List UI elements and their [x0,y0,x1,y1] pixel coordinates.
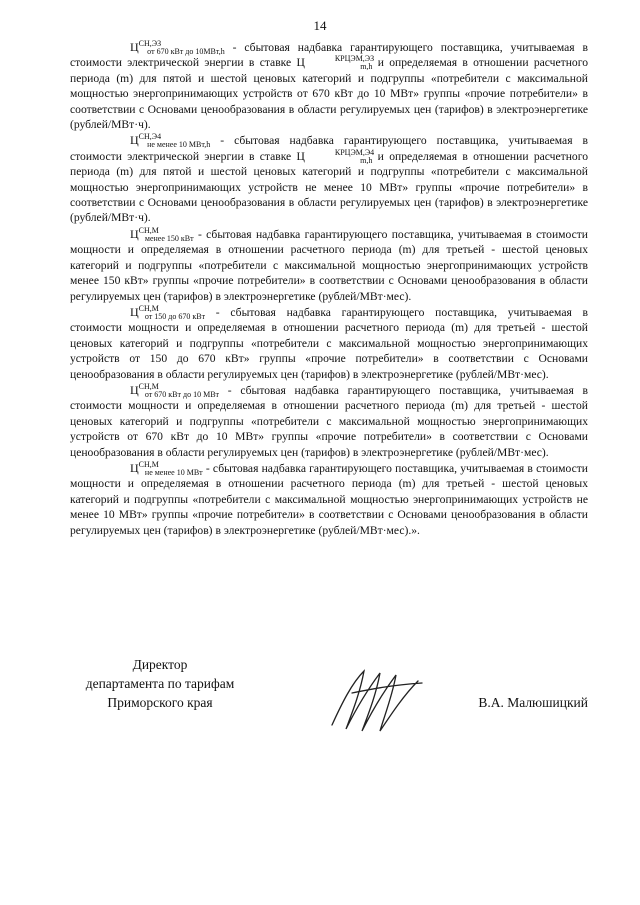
signature-block [70,655,588,735]
formula-symbol: $Ц^{СН,Э4}_{не менее 10 МВт,h}$ [130,132,211,150]
formula-symbol: $^{КРЦЭМ,Э4}_{m,h}$ [334,147,375,165]
formula-symbol: $Ц^{СН,ЭЗ}_{от 670 кВт до 10МВт,h}$ [130,39,225,56]
formula-symbol: $Ц^{СН,М}_{менее 150 кВт}$ [130,225,194,243]
signatory-name: В.А. Малюшицкий [478,695,588,710]
formula-symbol: $^{КРЦЭМ,ЭЗ}_{m,h}$ [334,54,375,72]
paragraph: $Ц^{СН,М}_{от 150 до 670 кВт}$ - сбытовая надбавка гарантирующего поставщика, учитываемая в стоимости мощности и определяемая в отношении расчетного периода (m) для третьей - шестой ценовых категорий и подгруппы «потребители с максимальной мощностью энергопринимающих устройств от 150 до 670 кВт» группы «прочие потребители» в соответствии с Основами ценообразования в области регулируемых цен (тарифов) в электроэнергетике (рублей/МВт·мес). [70,303,588,381]
paragraph: $Ц^{СН,М}_{от 670 кВт до 10 МВт}$ - сбытовая надбавка гарантирующего поставщика, учитываемая в стоимости мощности и определяемая в отношении расчетного периода (m) для третьей - шестой ценовых категорий и подгруппы «потребители с максимальной мощностью энергопринимающих устройств от 670 кВт до 10 МВт» группы «прочие потребители» в соответствии с Основами ценообразования в области регулируемых цен (тарифов) в электроэнергетике (рублей/МВт·мес). [70,381,588,459]
signatory-title: Директор департамента по тарифам Приморского края [85,657,235,710]
handwritten-signature [322,663,432,735]
document-body [70,40,588,539]
paragraph: $Ц^{СН,М}_{менее 150 кВт}$ - сбытовая надбавка гарантирующего поставщика, учитываемая в стоимости мощности и определяемая в отношении расчетного периода (m) для третьей - шестой ценовых категорий и подгруппы «потребители с максимальной мощностью энергопринимающих устройств менее 150 кВт» группы «прочие потребители» в соответствии с Основами ценообразования в области регулируемых цен (тарифов) в электроэнергетике (рублей/МВт·мес). [70,225,588,303]
paragraph: $Ц^{СН,М}_{не менее 10 МВт}$ - сбытовая надбавка гарантирующего поставщика, учитываемая в стоимости мощности и определяемая в отношении расчетного периода (m) для третьей - шестой ценовых категорий и подгруппы «потребители с максимальной мощностью энергопринимающих устройств не менее 10 МВт» группы «прочие потребители» в соответствии с Основами ценообразования в области регулируемых цен (тарифов) в электроэнергетике (рублей/МВт·мес).». [70,459,588,537]
formula-symbol: $Ц^{СН,М}_{не менее 10 МВт}$ [130,459,203,477]
formula-symbol: $Ц^{СН,М}_{от 150 до 670 кВт}$ [130,303,206,321]
page-number: 14 [313,18,327,33]
formula-symbol: $Ц^{СН,М}_{от 670 кВт до 10 МВт}$ [130,381,220,399]
paragraph: $Ц^{СН,ЭЗ}_{от 670 кВт до 10МВт,h}$ - сбытовая надбавка гарантирующего поставщика, учитываемая в стоимости электрической энергии в ставке Ц $^{КРЦЭМ,ЭЗ}_{m,h}$ и определяемая в отношении расчетного периода (m) для пятой и шестой ценовых категорий и подгруппы «потребители с максимальной мощностью энергопринимающих устройств от 670 кВт до 10 МВт» группы «прочие потребители» в соответствии с Основами ценообразования в области регулируемых цен (тарифов) в электроэнергетике (рублей/МВт·ч). [70,39,588,132]
paragraph: $Ц^{СН,Э4}_{не менее 10 МВт,h}$ - сбытовая надбавка гарантирующего поставщика, учитываемая в стоимости электрической энергии в ставке Ц $^{КРЦЭМ,Э4}_{m,h}$ и определяемая в отношении расчетного периода (m) для пятой и шестой ценовых категорий и подгруппы «потребители с максимальной мощностью энергопринимающих устройств не менее 10 МВт» группы «прочие потребители» в соответствии с Основами ценообразования в области регулируемых цен (тарифов) в электроэнергетике (рублей/МВт·ч). [70,132,588,225]
